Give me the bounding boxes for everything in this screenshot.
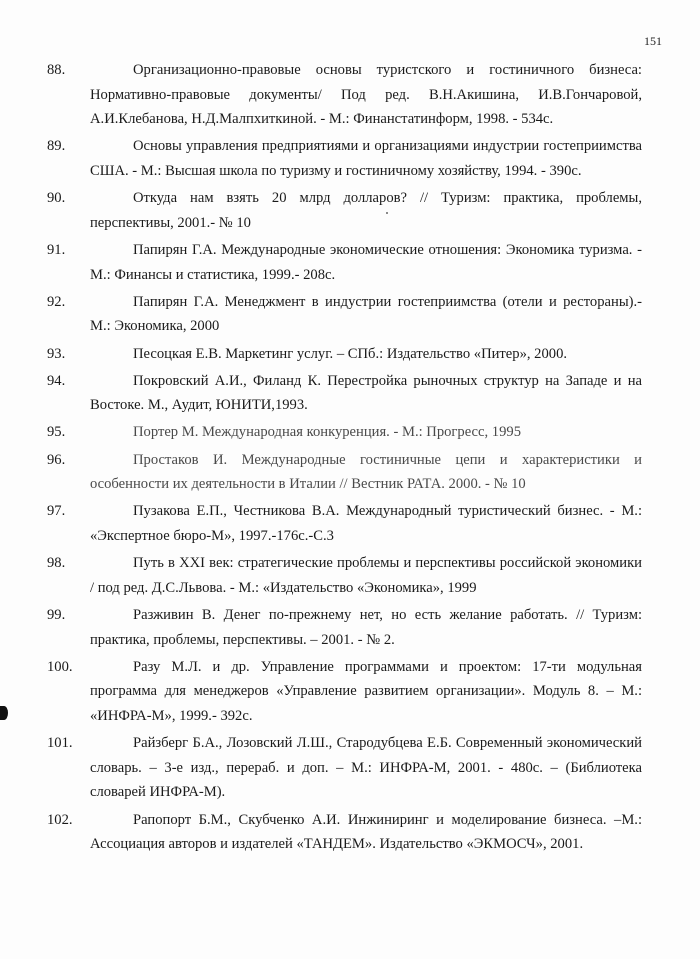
bibliography-entry <box>47 731 642 805</box>
bibliography-entry <box>47 58 642 132</box>
bibliography-entry <box>47 603 642 652</box>
bibliography-entry <box>47 420 642 445</box>
bibliography-entry <box>47 448 642 497</box>
entry-text: Райзберг Б.А., Лозовский Л.Ш., Стародубцева Е.Б. Современный экономический словарь. – 3-е изд., перераб. и доп. – М.: ИНФРА-М, 2001. - 480с. – (Библиотека словарей ИНФРА-М). <box>90 735 642 801</box>
entry-number: 89. <box>47 138 66 155</box>
entry-text: Покровский А.И., Филанд К. Перестройка рыночных структур на Западе и на Востоке. М., Аудит, ЮНИТИ,1993. <box>90 372 642 414</box>
entry-text: Основы управления предприятиями и организациями индустрии гостеприимства США. - М.: Высшая школа по туризму и гостиничному хозяйству, 1994. - 390с. <box>90 138 642 179</box>
entry-number: 95. <box>47 424 66 441</box>
entry-number: 96. <box>47 451 66 468</box>
entry-number: 88. <box>47 62 66 78</box>
entry-number: 90. <box>47 190 66 207</box>
bibliography-entry <box>47 290 642 339</box>
entry-text: Папирян Г.А. Международные экономические отношения: Экономика туризма. - М.: Финансы и статистика, 1999.- 208с. <box>90 241 642 283</box>
entry-text: Путь в XXI век: стратегические проблемы и перспективы российской экономики / под ред. Д.С.Львова. - М.: «Издательство «Экономика», 1999 <box>90 555 642 596</box>
entry-text: Песоцкая Е.В. Маркетинг услуг. – СПб.: Издательство «Питер», 2000. <box>133 345 568 362</box>
entry-number: 99. <box>47 607 66 623</box>
margin-ink-mark <box>0 706 8 720</box>
entry-number: 102. <box>47 811 73 828</box>
entry-number: 97. <box>47 503 66 520</box>
bibliography-entry <box>47 655 642 729</box>
entry-text: Папирян Г.А. Менеджмент в индустрии гостеприимства (отели и рестораны).- М.: Экономика, 2000 <box>90 293 642 335</box>
bibliography-list <box>47 58 642 859</box>
entry-number: 100. <box>47 658 73 675</box>
bibliography-entry <box>47 551 642 600</box>
bibliography-entry <box>47 808 642 857</box>
entry-text: Организационно-правовые основы туристского и гостиничного бизнеса: Нормативно-правовые документы/ Под ред. В.Н.Акишина, И.В.Гончаровой, А.И.Клебанова, Н.Д.Малпхиткиной. - М.: Финанстатинформ, 1998. - 534с. <box>90 62 642 128</box>
bibliography-entry <box>47 369 642 418</box>
bibliography-entry <box>47 342 642 367</box>
entry-number: 98. <box>47 555 66 572</box>
entry-text: Рапопорт Б.М., Скубченко А.И. Инжиниринг и моделирование бизнеса. –М.: Ассоциация авторов и издателей «ТАНДЕМ». Издательство «ЭКМОСЧ», 2001. <box>90 811 642 853</box>
bibliography-entry <box>47 499 642 548</box>
entry-text: Откуда нам взять 20 млрд долларов? // Туризм: практика, проблемы, перспективы, 2001.- № 10 <box>90 190 642 231</box>
bibliography-entry <box>47 134 642 183</box>
entry-number: 94. <box>47 372 66 389</box>
entry-text: Разживин В. Денег по-прежнему нет, но есть желание работать. // Туризм: практика, проблемы, перспективы. – 2001. - № 2. <box>90 607 642 648</box>
entry-text: Пузакова Е.П., Честникова В.А. Международный туристический бизнес. - М.: «Экспертное бюро-М», 1997.-176с.-С.3 <box>90 503 642 545</box>
entry-number: 91. <box>47 241 66 258</box>
entry-number: 93. <box>47 345 66 362</box>
entry-text: Простаков И. Международные гостиничные цепи и характеристики и особенности их деятельности в Италии // Вестник РАТА. 2000. - № 10 <box>90 451 642 493</box>
bibliography-entry <box>47 186 642 235</box>
entry-number: 101. <box>47 735 73 752</box>
entry-text: Портер М. Международная конкуренция. - М.: Прогресс, 1995 <box>133 424 521 441</box>
page-number: 151 <box>644 34 662 48</box>
bibliography-entry <box>47 238 642 287</box>
entry-text: Разу М.Л. и др. Управление программами и проектом: 17-ти модульная программа для менеджеров «Управление развитием организации». Модуль 8. – М.: «ИНФРА-М», 1999.- 392с. <box>90 658 642 724</box>
entry-number: 92. <box>47 293 66 310</box>
